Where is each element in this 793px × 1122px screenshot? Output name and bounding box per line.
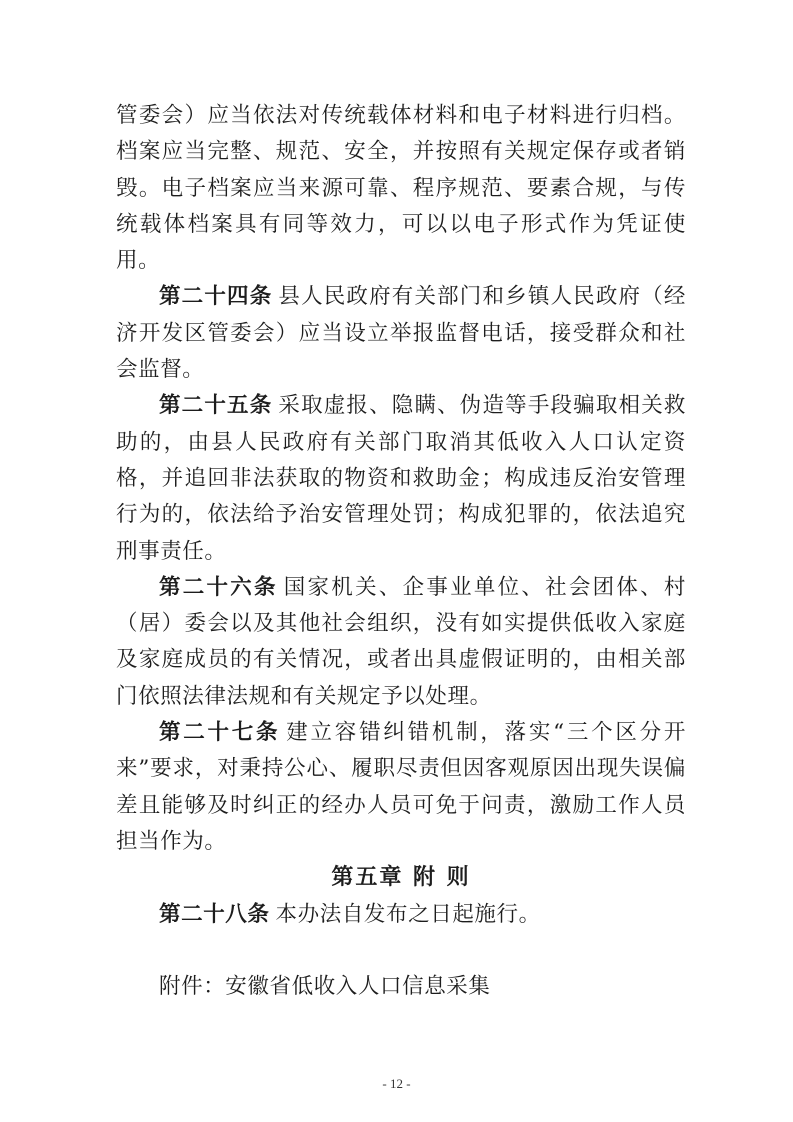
blank-line <box>116 933 686 969</box>
article-text: 国家机关、企事业单位、社会团体、村（居）委会以及其他社会组织，没有如实提供低收入家庭及家庭成员的有关情况，或者出具虚假证明的，由相关部门依照法律法规和有关规定予以处理。 <box>116 574 686 709</box>
article-26 <box>116 570 686 715</box>
article-number: 第二十八条 <box>159 901 270 927</box>
article-25 <box>116 388 686 569</box>
continued-paragraph <box>116 98 686 279</box>
attachment-line: 附件：安徽省低收入人口信息采集 <box>159 973 491 999</box>
article-27 <box>116 715 686 860</box>
page-number: - 12 - <box>382 1076 411 1091</box>
article-text: 本办法自发布之日起施行。 <box>275 901 541 927</box>
article-number: 第二十五条 <box>159 393 273 419</box>
article-number: 第二十七条 <box>159 720 281 746</box>
paragraph-text: 管委会）应当依法对传统载体材料和电子材料进行归档。档案应当完整、规范、安全，并按照有关规定保存或者销毁。电子档案应当来源可靠、程序规范、要素合规，与传统载体档案具有同等效力，可以以电子形式作为凭证使用。 <box>116 103 686 274</box>
article-28 <box>116 897 686 933</box>
article-number: 第二十六条 <box>159 574 278 600</box>
article-24 <box>116 279 686 388</box>
article-text: 建立容错纠错机制，落实“三个区分开来”要求，对秉持公心、履职尽责但因客观原因出现失误偏差且能够及时纠正的经办人员可免于问责，激励工作人员担当作为。 <box>116 720 686 854</box>
chapter-heading: 第五章 附 则 <box>331 865 471 891</box>
article-text: 县人民政府有关部门和乡镇人民政府（经济开发区管委会）应当设立举报监督电话，接受群众和社会监督。 <box>116 284 686 383</box>
article-text: 采取虚报、隐瞒、伪造等手段骗取相关救助的，由县人民政府有关部门取消其低收入人口认定资格，并追回非法获取的物资和救助金；构成违反治安管理行为的，依法给予治安管理处罚；构成犯罪的，依法追究刑事责任。 <box>116 393 686 564</box>
article-number: 第二十四条 <box>159 284 273 310</box>
document-body <box>116 98 686 1005</box>
